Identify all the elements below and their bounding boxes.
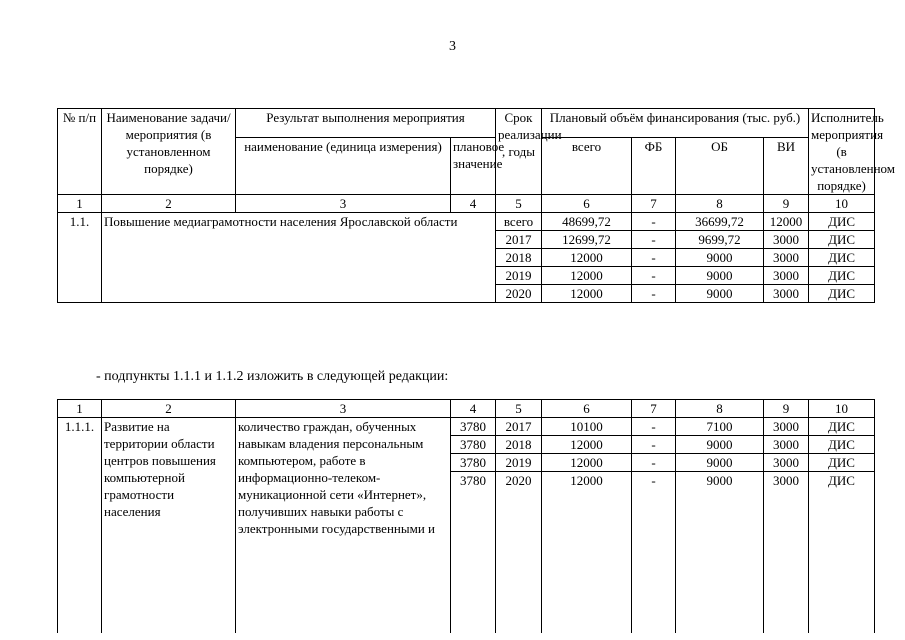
vi-cell: 3000 xyxy=(764,418,809,436)
total-cell: 12000 xyxy=(542,454,632,472)
plan-cell: 3780 xyxy=(451,436,496,454)
vi-cell: 3000 xyxy=(764,267,809,285)
row-num: 1.1. xyxy=(58,213,102,303)
vi-cell: 3000 xyxy=(764,436,809,454)
vi-cell: 12000 xyxy=(764,213,809,231)
total-cell: 12000 xyxy=(542,436,632,454)
vi-cell: 3000 xyxy=(764,454,809,472)
col-number: 6 xyxy=(542,195,632,213)
term-cell: всего xyxy=(496,213,542,231)
total-cell: 12000 xyxy=(542,472,632,634)
term-cell: 2020 xyxy=(496,472,542,634)
term-cell: 2019 xyxy=(496,454,542,472)
header-ob: ОБ xyxy=(676,138,764,195)
executor-cell: ДИС xyxy=(809,213,875,231)
header-result: Результат выполнения мероприятия xyxy=(236,109,496,138)
col-number: 5 xyxy=(496,400,542,418)
term-cell: 2018 xyxy=(496,249,542,267)
amendment-note: - подпункты 1.1.1 и 1.1.2 изложить в следующей редакции: xyxy=(96,369,449,384)
col-number: 10 xyxy=(809,400,875,418)
plan-cell: 3780 xyxy=(451,454,496,472)
header-vi: ВИ xyxy=(764,138,809,195)
column-numbers-row xyxy=(58,400,875,418)
row-num: 1.1.1. xyxy=(58,418,102,634)
page-number: 3 xyxy=(449,39,456,54)
plan-cell: 3780 xyxy=(451,418,496,436)
ob-cell: 7100 xyxy=(676,418,764,436)
col-number: 4 xyxy=(451,400,496,418)
ob-cell: 9000 xyxy=(676,472,764,634)
fb-cell: - xyxy=(632,436,676,454)
col-number: 8 xyxy=(676,400,764,418)
executor-cell: ДИС xyxy=(809,472,875,634)
executor-cell: ДИС xyxy=(809,249,875,267)
executor-cell: ДИС xyxy=(809,418,875,436)
col-number: 9 xyxy=(764,400,809,418)
col-number: 8 xyxy=(676,195,764,213)
vi-cell: 3000 xyxy=(764,231,809,249)
total-cell: 10100 xyxy=(542,418,632,436)
header-task: Наименование задачи/мероприятия (в установленном порядке) xyxy=(102,109,236,195)
table-row xyxy=(58,213,875,231)
vi-cell: 3000 xyxy=(764,285,809,303)
row-name: Повышение медиаграмотности населения Ярославской области xyxy=(102,213,496,303)
fb-cell: - xyxy=(632,267,676,285)
subitems-table xyxy=(57,399,875,633)
fb-cell: - xyxy=(632,213,676,231)
col-number: 3 xyxy=(236,195,451,213)
ob-cell: 9000 xyxy=(676,436,764,454)
ob-cell: 9000 xyxy=(676,249,764,267)
fb-cell: - xyxy=(632,454,676,472)
col-number: 6 xyxy=(542,400,632,418)
col-number: 3 xyxy=(236,400,451,418)
header-result-plan: плановое значение xyxy=(451,138,496,195)
fb-cell: - xyxy=(632,418,676,436)
financing-table xyxy=(57,108,896,303)
fb-cell: - xyxy=(632,472,676,634)
term-cell: 2018 xyxy=(496,436,542,454)
vi-cell: 3000 xyxy=(764,249,809,267)
term-cell: 2017 xyxy=(496,231,542,249)
total-cell: 12699,72 xyxy=(542,231,632,249)
header-total: всего xyxy=(542,138,632,195)
col-number: 4 xyxy=(451,195,496,213)
executor-cell: ДИС xyxy=(809,454,875,472)
executor-cell: ДИС xyxy=(809,267,875,285)
term-cell: 2020 xyxy=(496,285,542,303)
term-cell: 2019 xyxy=(496,267,542,285)
executor-cell: ДИС xyxy=(809,231,875,249)
term-cell: 2017 xyxy=(496,418,542,436)
fb-cell: - xyxy=(632,249,676,267)
ob-cell: 9000 xyxy=(676,285,764,303)
col-number: 2 xyxy=(102,195,236,213)
vi-cell: 3000 xyxy=(764,472,809,634)
executor-cell: ДИС xyxy=(809,285,875,303)
col-number: 1 xyxy=(58,400,102,418)
header-num: № п/п xyxy=(58,109,102,195)
total-cell: 12000 xyxy=(542,267,632,285)
ob-cell: 36699,72 xyxy=(676,213,764,231)
col-number: 7 xyxy=(632,400,676,418)
col-number: 10 xyxy=(809,195,875,213)
total-cell: 12000 xyxy=(542,285,632,303)
total-cell: 48699,72 xyxy=(542,213,632,231)
row-name: Развитие на территории области центров повышения компьютерной грамотности населения xyxy=(102,418,236,634)
ob-cell: 9000 xyxy=(676,267,764,285)
ob-cell: 9000 xyxy=(676,454,764,472)
fb-cell: - xyxy=(632,285,676,303)
ob-cell: 9699,72 xyxy=(676,231,764,249)
col-number: 2 xyxy=(102,400,236,418)
plan-cell: 3780 xyxy=(451,472,496,634)
header-fb: ФБ xyxy=(632,138,676,195)
header-funding: Плановый объём финансирования (тыс. руб.) xyxy=(542,109,809,138)
col-number: 9 xyxy=(764,195,809,213)
table-row xyxy=(58,418,875,436)
fb-cell: - xyxy=(632,231,676,249)
col-number: 1 xyxy=(58,195,102,213)
col-number: 7 xyxy=(632,195,676,213)
header-result-name: наименование (единица измерения) xyxy=(236,138,451,195)
header-term: Срок реализации , годы xyxy=(496,109,542,195)
row-result: количество граждан, обученных навыкам владения персональным компьютером, работе в информационно-телеком-муникационной сети «Интернет», получивших навыки работы с электронными государственными и xyxy=(236,418,451,634)
col-number: 5 xyxy=(496,195,542,213)
header-executor: Исполнитель мероприятия (в установленном порядке) xyxy=(809,109,875,195)
column-numbers-row xyxy=(58,195,875,213)
executor-cell: ДИС xyxy=(809,436,875,454)
total-cell: 12000 xyxy=(542,249,632,267)
